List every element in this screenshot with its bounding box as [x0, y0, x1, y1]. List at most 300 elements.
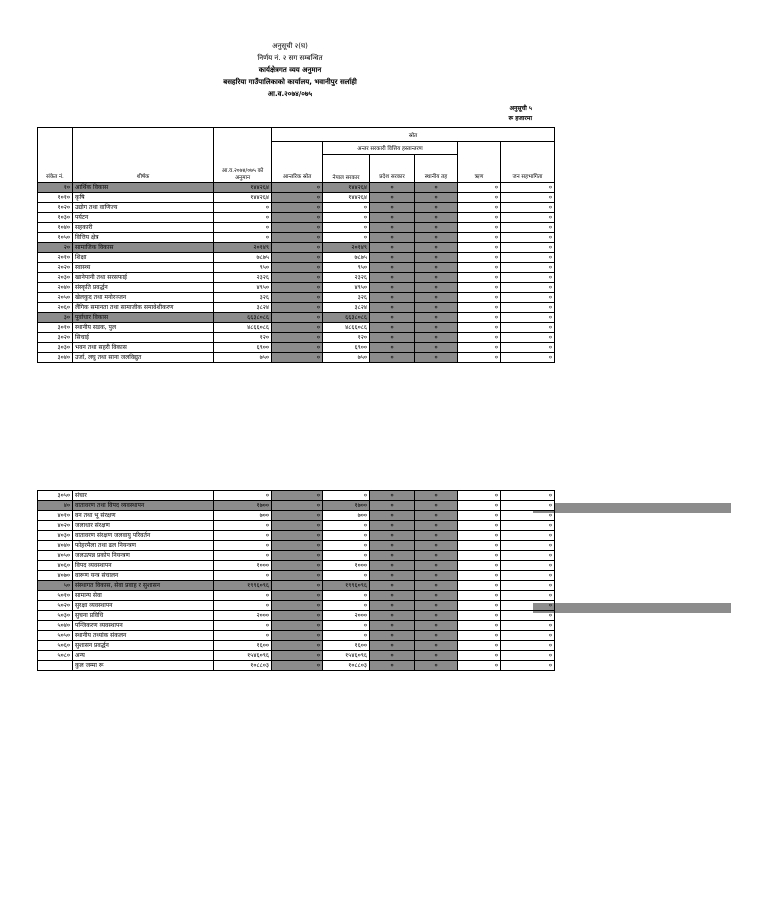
province-cell: ०	[370, 183, 415, 193]
loan-cell: ०	[458, 253, 501, 263]
province-cell: ०	[370, 501, 415, 511]
federal-cell: १९९६०९६	[323, 581, 370, 591]
title-cell: कृषि	[73, 193, 214, 203]
loan-cell: ०	[458, 303, 501, 313]
loan-cell: ०	[458, 641, 501, 651]
code-cell: २०४०	[38, 283, 73, 293]
public-cell: ०	[501, 343, 555, 353]
code-cell: ४०३०	[38, 531, 73, 541]
local-cell: ०	[415, 611, 458, 621]
internal-cell: ०	[272, 551, 323, 561]
title-cell: वातावरण तथा विपद व्यवस्थापन	[73, 501, 214, 511]
table-row	[38, 353, 555, 363]
title-cell: पूर्वाधार विकास	[73, 313, 214, 323]
estimate-cell: ७५०	[214, 353, 272, 363]
table-row	[38, 303, 555, 313]
local-cell: ०	[415, 531, 458, 541]
loan-cell: ०	[458, 551, 501, 561]
local-cell: ०	[415, 641, 458, 651]
public-cell: ०	[501, 571, 555, 581]
expenditure-table-bottom	[37, 490, 555, 671]
internal-cell: ०	[272, 353, 323, 363]
internal-cell: ०	[272, 303, 323, 313]
internal-cell: ०	[272, 253, 323, 263]
code-cell: ४०७०	[38, 571, 73, 581]
province-cell: ०	[370, 343, 415, 353]
title-cell: विपद व्यवस्थापन	[73, 561, 214, 571]
local-cell: ०	[415, 591, 458, 601]
title-cell: उद्योग तथा वाणिज्य	[73, 203, 214, 213]
loan-cell: ०	[458, 541, 501, 551]
province-cell: ०	[370, 581, 415, 591]
internal-cell: ०	[272, 233, 323, 243]
federal-cell: १५४६०९६	[323, 651, 370, 661]
local-cell: ०	[415, 293, 458, 303]
province-cell: ०	[370, 551, 415, 561]
estimate-cell: १६००	[214, 641, 272, 651]
annex-note	[470, 104, 532, 124]
title-cell: पन्जिकरण व्यवस्थापन	[73, 621, 214, 631]
table-row	[38, 293, 555, 303]
local-cell: ०	[415, 581, 458, 591]
loan-cell: ०	[458, 193, 501, 203]
loan-cell: ०	[458, 611, 501, 621]
code-cell: ४०४०	[38, 541, 73, 551]
code-cell: ३०१०	[38, 323, 73, 333]
estimate-cell: ७८७५	[214, 253, 272, 263]
local-cell: ०	[415, 511, 458, 521]
table-row	[38, 631, 555, 641]
local-cell: ०	[415, 183, 458, 193]
local-cell: ०	[415, 233, 458, 243]
federal-cell: ३२६	[323, 293, 370, 303]
loan-cell: ०	[458, 183, 501, 193]
estimate-cell: ०	[214, 491, 272, 501]
table-row	[38, 193, 555, 203]
local-cell: ०	[415, 353, 458, 363]
title-cell: वित्तिय क्षेत्र	[73, 233, 214, 243]
estimate-cell: ०	[214, 541, 272, 551]
province-cell: ०	[370, 253, 415, 263]
code-cell: ५०	[38, 581, 73, 591]
code-cell: २०६०	[38, 303, 73, 313]
table-row	[38, 571, 555, 581]
local-cell: ०	[415, 313, 458, 323]
col-source: स्रोत	[272, 128, 555, 142]
table-row	[38, 333, 555, 343]
internal-cell: ०	[272, 223, 323, 233]
loan-cell: ०	[458, 501, 501, 511]
province-cell: ०	[370, 561, 415, 571]
header-line-fiscal-year: आ.व.२०७४/०७५	[267, 90, 313, 98]
estimate-cell: ४८६६०८६	[214, 323, 272, 333]
local-cell: ०	[415, 343, 458, 353]
federal-cell: ७५०	[323, 353, 370, 363]
estimate-cell: ३८२४	[214, 303, 272, 313]
estimate-cell: १७००	[214, 501, 272, 511]
estimate-cell: १९९६०९६	[214, 581, 272, 591]
loan-cell: ०	[458, 631, 501, 641]
estimate-cell: ६६३८०८६	[214, 313, 272, 323]
code-cell: ५०५०	[38, 631, 73, 641]
local-cell: ०	[415, 263, 458, 273]
col-intergov-transfer: अन्तर सरकारी वित्तिय हस्तान्तरण	[323, 142, 458, 155]
title-cell: सहकारी	[73, 223, 214, 233]
section-row	[38, 313, 555, 323]
code-cell: १०४०	[38, 223, 73, 233]
code-cell: २०१०	[38, 253, 73, 263]
public-cell: ०	[501, 601, 555, 611]
province-cell: ०	[370, 631, 415, 641]
loan-cell: ०	[458, 531, 501, 541]
province-cell: ०	[370, 193, 415, 203]
local-cell: ०	[415, 193, 458, 203]
province-cell: ०	[370, 293, 415, 303]
code-cell: ५०३०	[38, 611, 73, 621]
shaded-row-extension	[533, 503, 731, 513]
table-row	[38, 651, 555, 661]
federal-cell: ०	[323, 531, 370, 541]
table-row	[38, 601, 555, 611]
code-cell: ४०६०	[38, 561, 73, 571]
province-cell: ०	[370, 233, 415, 243]
title-cell: स्थानीय सडक, पुल	[73, 323, 214, 333]
code-cell: ३०२०	[38, 333, 73, 343]
public-cell: ०	[501, 511, 555, 521]
title-cell: आर्थिक विकास	[73, 183, 214, 193]
federal-cell: १४४२६४	[323, 193, 370, 203]
federal-cell: ०	[323, 631, 370, 641]
code-cell: ४०२०	[38, 521, 73, 531]
loan-cell: ०	[458, 521, 501, 531]
col-internal-source: आन्तरिक स्रोत	[272, 142, 323, 183]
public-cell: ०	[501, 501, 555, 511]
estimate-cell: ०	[214, 521, 272, 531]
internal-cell: ०	[272, 501, 323, 511]
public-cell: ०	[501, 561, 555, 571]
title-cell: संस्कृति प्रवर्द्धन	[73, 283, 214, 293]
public-cell: ०	[501, 223, 555, 233]
title-cell: वन तथा भू संरक्षण	[73, 511, 214, 521]
internal-cell: ०	[272, 183, 323, 193]
local-cell: ०	[415, 661, 458, 671]
estimate-cell: ०	[214, 621, 272, 631]
public-cell: ०	[501, 253, 555, 263]
loan-cell: ०	[458, 283, 501, 293]
title-cell: सुरक्षा व्यवस्थापन	[73, 601, 214, 611]
internal-cell: ०	[272, 611, 323, 621]
section-row	[38, 501, 555, 511]
code-cell: १०	[38, 183, 73, 193]
table-row	[38, 203, 555, 213]
code-cell: १०२०	[38, 203, 73, 213]
title-cell: जलउत्पन्न प्रकोप नियन्त्रण	[73, 551, 214, 561]
local-cell: ०	[415, 651, 458, 661]
province-cell: ०	[370, 541, 415, 551]
federal-cell: ०	[323, 223, 370, 233]
internal-cell: ०	[272, 521, 323, 531]
loan-cell: ०	[458, 263, 501, 273]
estimate-cell: १०००	[214, 561, 272, 571]
code-cell: ३०५०	[38, 491, 73, 501]
federal-cell: १०८८०३	[323, 661, 370, 671]
estimate-cell: ६९००	[214, 343, 272, 353]
province-cell: ०	[370, 223, 415, 233]
loan-cell: ०	[458, 581, 501, 591]
col-federal: नेपाल सरकार	[323, 155, 370, 183]
public-cell: ०	[501, 183, 555, 193]
table-row	[38, 591, 555, 601]
public-cell: ०	[501, 203, 555, 213]
estimate-cell: १४४२६४	[214, 193, 272, 203]
internal-cell: ०	[272, 511, 323, 521]
loan-cell: ०	[458, 223, 501, 233]
internal-cell: ०	[272, 571, 323, 581]
province-cell: ०	[370, 263, 415, 273]
public-cell: ०	[501, 293, 555, 303]
province-cell: ०	[370, 203, 415, 213]
local-cell: ०	[415, 601, 458, 611]
local-cell: ०	[415, 501, 458, 511]
public-cell: ०	[501, 591, 555, 601]
loan-cell: ०	[458, 651, 501, 661]
federal-cell: ०	[323, 571, 370, 581]
internal-cell: ०	[272, 213, 323, 223]
document-header	[180, 40, 400, 100]
section-row	[38, 581, 555, 591]
province-cell: ०	[370, 303, 415, 313]
estimate-cell: २३२६	[214, 273, 272, 283]
table-row	[38, 213, 555, 223]
federal-cell: ०	[323, 213, 370, 223]
code-cell	[38, 661, 73, 671]
loan-cell: ०	[458, 621, 501, 631]
code-cell: ३०३०	[38, 343, 73, 353]
loan-cell: ०	[458, 561, 501, 571]
code-cell: ५०४०	[38, 621, 73, 631]
federal-cell: १६००	[323, 641, 370, 651]
loan-cell: ०	[458, 293, 501, 303]
loan-cell: ०	[458, 343, 501, 353]
local-cell: ०	[415, 521, 458, 531]
province-cell: ०	[370, 611, 415, 621]
internal-cell: ०	[272, 193, 323, 203]
title-cell: पर्यटन	[73, 213, 214, 223]
province-cell: ०	[370, 641, 415, 651]
header-line-title: कार्यक्षेत्रगत व्यय अनुमान	[258, 66, 322, 74]
estimate-cell: ०	[214, 631, 272, 641]
title-cell: सुशासन प्रवर्द्धन	[73, 641, 214, 651]
public-cell: ०	[501, 273, 555, 283]
estimate-cell: १०८८०३	[214, 661, 272, 671]
province-cell: ०	[370, 531, 415, 541]
title-cell: कुल जम्मा रू	[73, 661, 214, 671]
public-cell: ०	[501, 541, 555, 551]
public-cell: ०	[501, 651, 555, 661]
estimate-cell: ०	[214, 601, 272, 611]
federal-cell: ०	[323, 541, 370, 551]
internal-cell: ०	[272, 601, 323, 611]
title-cell: सिचाई	[73, 333, 214, 343]
local-cell: ०	[415, 213, 458, 223]
public-cell: ०	[501, 521, 555, 531]
table-row	[38, 561, 555, 571]
header-line-decision: निर्णय नं. २ सग सम्बन्धित	[257, 54, 323, 62]
estimate-cell: ०	[214, 213, 272, 223]
table-row	[38, 343, 555, 353]
col-province: प्रदेश सरकार	[370, 155, 415, 183]
table-row	[38, 621, 555, 631]
public-cell: ०	[501, 631, 555, 641]
local-cell: ०	[415, 571, 458, 581]
title-cell: जलाधार संरक्षण	[73, 521, 214, 531]
code-cell: १०३०	[38, 213, 73, 223]
province-cell: ०	[370, 243, 415, 253]
col-public-participation: जन सहभागिता	[501, 142, 555, 183]
province-cell: ०	[370, 591, 415, 601]
local-cell: ०	[415, 273, 458, 283]
public-cell: ०	[501, 581, 555, 591]
shaded-row-extension	[533, 603, 731, 613]
table-row	[38, 253, 555, 263]
federal-cell: ४९५०	[323, 283, 370, 293]
federal-cell: १२०	[323, 333, 370, 343]
code-cell: २०	[38, 243, 73, 253]
federal-cell: २०००	[323, 611, 370, 621]
federal-cell: ४८६६०८६	[323, 323, 370, 333]
title-cell: भवन तथा सहरी विकास	[73, 343, 214, 353]
province-cell: ०	[370, 521, 415, 531]
title-cell: सामान्य सेवा	[73, 591, 214, 601]
table-row	[38, 521, 555, 531]
loan-cell: ०	[458, 491, 501, 501]
table-row	[38, 263, 555, 273]
internal-cell: ०	[272, 203, 323, 213]
federal-cell: ०	[323, 233, 370, 243]
estimate-cell: ०	[214, 571, 272, 581]
title-cell: वारूण यन्त्र संचालन	[73, 571, 214, 581]
province-cell: ०	[370, 333, 415, 343]
loan-cell: ०	[458, 661, 501, 671]
internal-cell: ०	[272, 283, 323, 293]
loan-cell: ०	[458, 213, 501, 223]
title-cell: सुचना प्रविधि	[73, 611, 214, 621]
federal-cell: ०	[323, 621, 370, 631]
code-cell: ५०२०	[38, 601, 73, 611]
public-cell: ०	[501, 641, 555, 651]
federal-cell: ६६३८०८६	[323, 313, 370, 323]
internal-cell: ०	[272, 641, 323, 651]
internal-cell: ०	[272, 561, 323, 571]
public-cell: ०	[501, 491, 555, 501]
federal-cell: ९५०	[323, 263, 370, 273]
internal-cell: ०	[272, 491, 323, 501]
federal-cell: ०	[323, 203, 370, 213]
code-cell: १०५०	[38, 233, 73, 243]
local-cell: ०	[415, 631, 458, 641]
province-cell: ०	[370, 273, 415, 283]
local-cell: ०	[415, 323, 458, 333]
section-row	[38, 243, 555, 253]
annex-label: अनुसूची ५	[509, 105, 532, 112]
local-cell: ०	[415, 303, 458, 313]
public-cell: ०	[501, 621, 555, 631]
title-cell: लैंगिक समानता तथा सामाजीक समावेशीकरण	[73, 303, 214, 313]
expenditure-table-top	[37, 127, 555, 363]
title-cell: स्वास्थ्य	[73, 263, 214, 273]
estimate-cell: १४४२६४	[214, 183, 272, 193]
title-cell: स्थानीय तथ्यांक संकलन	[73, 631, 214, 641]
loan-cell: ०	[458, 233, 501, 243]
code-cell: ४०५०	[38, 551, 73, 561]
loan-cell: ०	[458, 511, 501, 521]
local-cell: ०	[415, 283, 458, 293]
table-row	[38, 641, 555, 651]
estimate-cell: ३२६	[214, 293, 272, 303]
federal-cell: ०	[323, 591, 370, 601]
public-cell: ०	[501, 233, 555, 243]
code-cell: १०१०	[38, 193, 73, 203]
code-cell: २०३०	[38, 273, 73, 283]
code-cell: ४०१०	[38, 511, 73, 521]
estimate-cell: २०००	[214, 611, 272, 621]
loan-cell: ०	[458, 203, 501, 213]
federal-cell: ०	[323, 521, 370, 531]
title-cell: सामाजिक विकास	[73, 243, 214, 253]
public-cell: ०	[501, 323, 555, 333]
code-cell: ५०८०	[38, 651, 73, 661]
section-row	[38, 183, 555, 193]
federal-cell: ७८७५	[323, 253, 370, 263]
province-cell: ०	[370, 313, 415, 323]
province-cell: ०	[370, 213, 415, 223]
col-estimate: आ.व.२०७४/०७५ को अनुमान	[214, 128, 272, 183]
loan-cell: ०	[458, 591, 501, 601]
table-row	[38, 551, 555, 561]
internal-cell: ०	[272, 313, 323, 323]
header-line-office: बसहरिया गाउँपालिकाको कार्यालय, भवानीपुर सर्लाही	[223, 78, 357, 86]
province-cell: ०	[370, 511, 415, 521]
table-row	[38, 611, 555, 621]
code-cell: ३०	[38, 313, 73, 323]
internal-cell: ०	[272, 661, 323, 671]
loan-cell: ०	[458, 323, 501, 333]
title-cell: उर्जा, लघु तथा साना जलविद्युत	[73, 353, 214, 363]
internal-cell: ०	[272, 531, 323, 541]
estimate-cell: ०	[214, 531, 272, 541]
table-row	[38, 323, 555, 333]
internal-cell: ०	[272, 323, 323, 333]
federal-cell: २३२६	[323, 273, 370, 283]
federal-cell: १४४२६४	[323, 183, 370, 193]
estimate-cell: ०	[214, 223, 272, 233]
province-cell: ०	[370, 491, 415, 501]
internal-cell: ०	[272, 333, 323, 343]
federal-cell: २०१४९	[323, 243, 370, 253]
public-cell: ०	[501, 283, 555, 293]
internal-cell: ०	[272, 243, 323, 253]
internal-cell: ०	[272, 263, 323, 273]
loan-cell: ०	[458, 333, 501, 343]
federal-cell: ७००	[323, 511, 370, 521]
estimate-cell: १२०	[214, 333, 272, 343]
estimate-cell: ९५०	[214, 263, 272, 273]
province-cell: ०	[370, 621, 415, 631]
public-cell: ०	[501, 303, 555, 313]
table-row	[38, 511, 555, 521]
loan-cell: ०	[458, 313, 501, 323]
title-cell: संस्थागत विकास, सेवा प्रवाह र सुशासन	[73, 581, 214, 591]
